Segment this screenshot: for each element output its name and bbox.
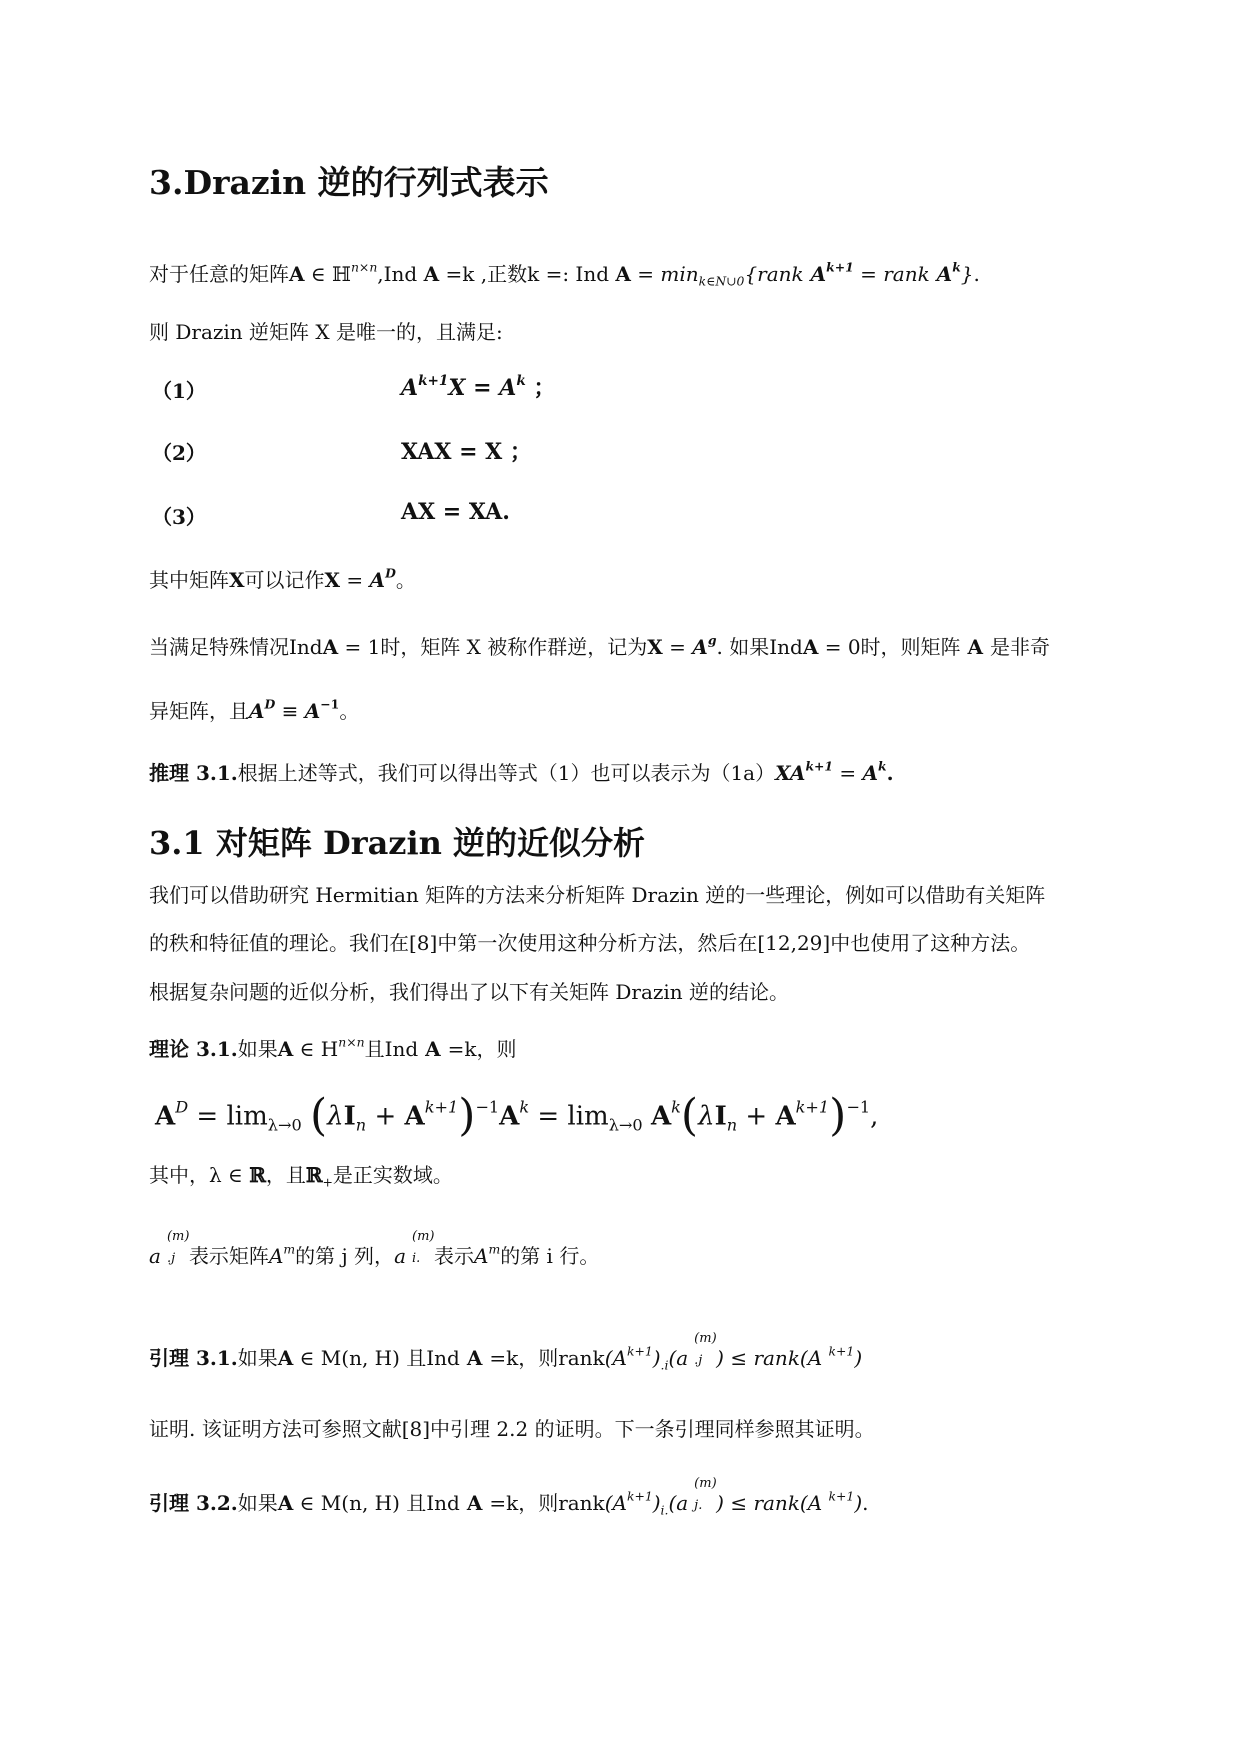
condition-label-2: （2）: [152, 441, 206, 465]
corollary-label: 推理 3.1.: [149, 761, 238, 785]
theorem-text: =k，则: [447, 1037, 517, 1061]
notation-line: a (m) .j 表示矩阵$A^m$的第 j 列，a (m) i. 表示$A^m$的第 i 行。: [149, 1229, 600, 1268]
lim-operator: lim: [226, 1101, 268, 1132]
special-case-line: 当满足特殊情况IndA = 1时，矩阵 X 被称作群逆，记为$X = A^g$. 如果IndA = 0时，则矩阵 A 是非奇: [149, 632, 1050, 659]
lim-subscript: λ→0: [267, 1115, 302, 1135]
lemma-text: =k，则rank: [489, 1491, 605, 1515]
where-text: 其中，: [149, 1163, 209, 1187]
rank-word: rank: [757, 262, 804, 286]
denote-prefix: 其中矩阵: [149, 568, 229, 592]
where-line: 其中，λ ∈ ℝ，且ℝ$_+$是正实数域。: [149, 1163, 453, 1190]
condition-equation-1: $A^{k+1}X = A^k$ ；: [401, 372, 556, 401]
notation-text: 表示: [434, 1244, 474, 1268]
condition-equation-2: XAX = X ；: [401, 439, 532, 465]
condition-label-1: （1）: [152, 379, 206, 403]
notation-text: 的第 j 列，: [295, 1244, 395, 1268]
nonsingular-line: 异矩阵，且$A^D \equiv A^{-1}$。: [149, 696, 360, 723]
lemma-1-line: 引理 3.1.如果A ∈ M(n, H) 且Ind A =k，则$rank(A^{k+1})_{.i}(a$ (m) .j ) ≤ rank(A $^{k+1}$): [149, 1331, 863, 1373]
definition-line: 对于任意的矩阵A ∈ ℍ$^{n\times n}$,Ind A =k ,正数k =: Ind $A = \min_{k\in N\cup 0}\{rank$ $A^{k+1}$ = rank $A^k$}.: [149, 259, 980, 289]
paragraph-line-3: 根据复杂问题的近似分析，我们得出了以下有关矩阵 Drazin 逆的结论。: [149, 980, 790, 1004]
lemma-text: 且Ind: [406, 1346, 460, 1370]
lemma-text: =k，则rank: [489, 1346, 605, 1370]
lemma-2-label: 引理 3.2.: [149, 1491, 238, 1515]
corollary-text: 根据上述等式，我们可以得出等式（1）也可以表示为（1a）: [237, 761, 776, 785]
nonsingular-text: 异矩阵，且: [149, 699, 249, 723]
where-text: ，且: [265, 1163, 306, 1187]
denote-middle: 可以记作: [244, 568, 325, 592]
paragraph-line-2: 的秩和特征值的理论。我们在[8]中第一次使用这种分析方法，然后在[12,29]中也使用了这种方法。: [149, 931, 1031, 955]
rank-word: rank: [883, 262, 930, 286]
proof-line: 证明. 该证明方法可参照文献[8]中引理 2.2 的证明。下一条引理同样参照其证明。: [149, 1417, 875, 1441]
condition-label-3: （3）: [152, 505, 206, 529]
subsection-heading: 3.1 对矩阵 Drazin 逆的近似分析: [149, 824, 646, 862]
lemma-text: 如果: [237, 1346, 278, 1370]
special-case-text: 是非奇: [990, 635, 1050, 659]
min-operator: min: [660, 262, 699, 286]
lemma-2-line: 引理 3.2.如果A ∈ M(n, H) 且Ind A =k，则$rank(A^{k+1})_{i.}(a$ (m) j. ) ≤ rank(A $^{k+1}$).: [149, 1476, 869, 1518]
theorem-line: 理论 3.1.如果A ∈ $H^{n\times n}$且Ind A =k，则: [149, 1034, 517, 1061]
lim-subscript: λ→0: [608, 1115, 643, 1135]
lim-operator: lim: [567, 1101, 609, 1132]
lemma-text: 且Ind: [406, 1491, 460, 1515]
uniqueness-statement: 则 Drazin 逆矩阵 X 是唯一的，且满足:: [149, 320, 503, 344]
lemma-text: 如果: [237, 1491, 278, 1515]
notation-text: 的第 i 行。: [500, 1244, 600, 1268]
paragraph-line-1: 我们可以借助研究 Hermitian 矩阵的方法来分析矩阵 Drazin 逆的一些理论，例如可以借助有关矩阵: [149, 883, 1046, 907]
limit-formula: $A^D = \lim_{\lambda\to 0} (\lambda I_n + A^{k+1})^{-1}A^k = \lim_{\lambda\to 0} A^k(\lambda I_n + A^{k+1})^{-1}$,: [155, 1090, 879, 1141]
theorem-text: 如果: [237, 1037, 278, 1061]
special-case-text: . 如果Ind: [716, 635, 803, 659]
min-subscript: k∈N∪0: [698, 273, 745, 289]
corollary-line: 推理 3.1.根据上述等式，我们可以得出等式（1）也可以表示为$(1a)XA^{k+1} = A^k$.: [149, 758, 894, 785]
notation-text: 表示矩阵: [188, 1244, 269, 1268]
special-case-text: 当满足特殊情况Ind: [149, 635, 323, 659]
theorem-label: 理论 3.1.: [149, 1037, 238, 1061]
section-heading: 3.Drazin 逆的行列式表示: [149, 163, 549, 202]
lemma-1-label: 引理 3.1.: [149, 1346, 238, 1370]
denote-line: 其中矩阵X可以记作$X = A^D$。: [149, 565, 416, 592]
where-text: 是正实数域。: [332, 1163, 453, 1187]
special-case-text: 时，矩阵 X 被称作群逆，记为: [380, 635, 648, 659]
definition-prefix: 对于任意的矩阵: [149, 262, 289, 286]
condition-equation-3: AX = XA.: [401, 499, 510, 525]
definition-condition: k ,正数k =: Ind: [462, 262, 610, 286]
theorem-text: 且Ind: [364, 1037, 419, 1061]
special-case-text: 时，则矩阵: [860, 635, 961, 659]
